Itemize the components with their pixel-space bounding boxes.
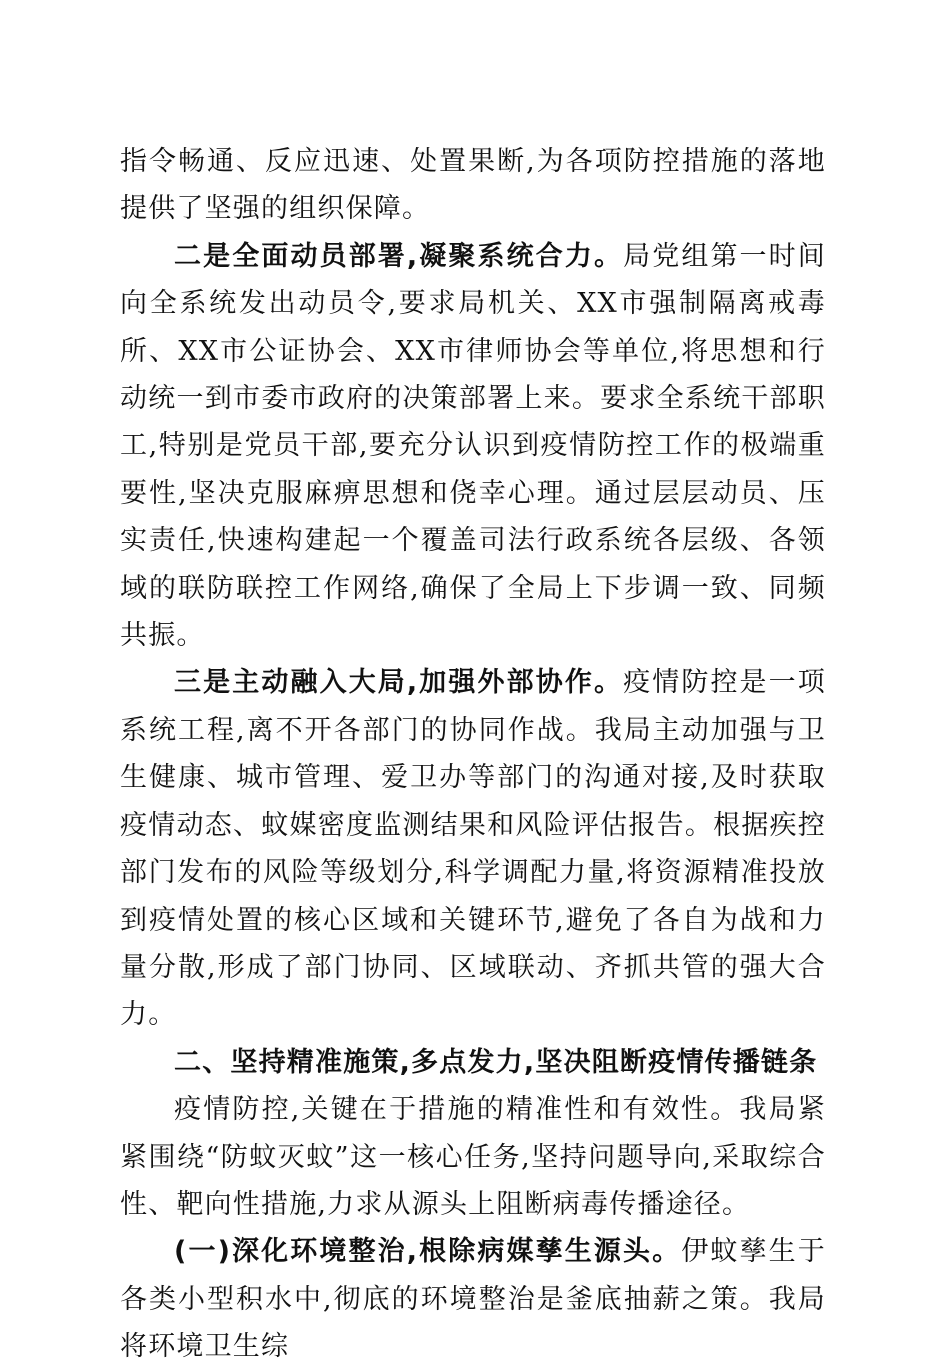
section-intro: 疫情防控,关键在于措施的精准性和有效性。我局紧紧围绕“防蚊灭蚊”这一核心任务,坚持问题导向,采取综合性、靶向性措施,力求从源头上阻断病毒传播途径。 (120, 1094, 826, 1220)
paragraph-lead: 三是主动融入大局,加强外部协作。 (174, 667, 624, 699)
paragraph-lead: 二是全面动员部署,凝聚系统合力。 (174, 240, 624, 272)
paragraph-collaboration (120, 659, 826, 1038)
section-heading: 二、坚持精准施策,多点发力,坚决阻断疫情传播链条 (174, 1046, 818, 1078)
subsection-paragraph (120, 1228, 826, 1370)
paragraph-continuation (120, 138, 826, 233)
paragraph-text: 疫情防控是一项系统工程,离不开各部门的协同作战。我局主动加强与卫生健康、城市管理、爱卫办等部门的沟通对接,及时获取疫情动态、蚊媒密度监测结果和风险评估报告。根据疾控部门发布的风险等级划分,科学调配力量,将资源精准投放到疫情处置的核心区域和关键环节,避免了各自为战和力量分散,形成了部门协同、区域联动、齐抓共管的强大合力。 (120, 667, 826, 1031)
document-body (120, 138, 826, 1371)
subsection-lead: (一)深化环境整治,根除病媒孳生源头。 (174, 1236, 682, 1268)
paragraph-mobilization (120, 233, 826, 660)
paragraph-text: 指令畅通、反应迅速、处置果断,为各项防控措施的落地提供了坚强的组织保障。 (120, 146, 826, 225)
paragraph-text: 局党组第一时间向全系统发出动员令,要求局机关、XX市强制隔离戒毒所、XX市公证协会、XX市律师协会等单位,将思想和行动统一到市委市政府的决策部署上来。要求全系统干部职工,特别是党员干部,要充分认识到疫情防控工作的极端重要性,坚决克服麻痹思想和侥幸心理。通过层层动员、压实责任,快速构建起一个覆盖司法行政系统各层级、各领域的联防联控工作网络,确保了全局上下步调一致、同频共振。 (120, 240, 826, 652)
subsection-text: 伊蚊孳生于各类小型积水中,彻底的环境整治是釜底抽薪之策。我局将环境卫生综 (120, 1236, 826, 1363)
